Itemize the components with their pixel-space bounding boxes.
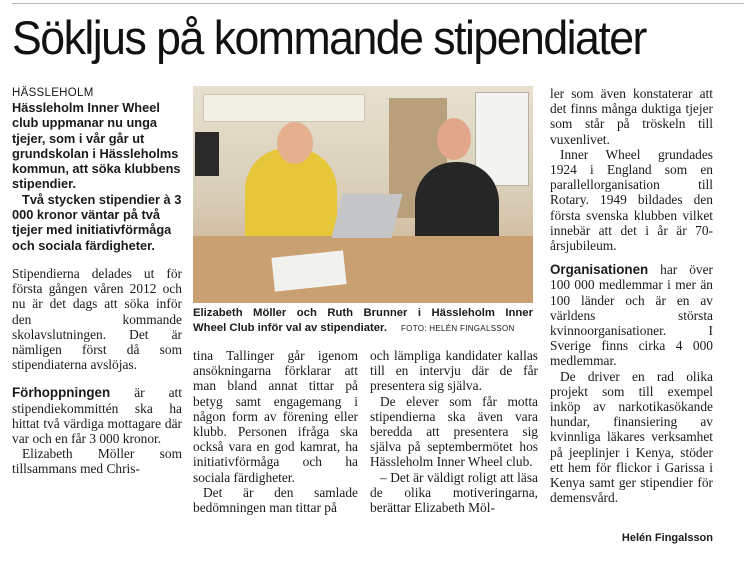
- paragraph-8-text: har över 100 000 medlemmar i mer än 100 länder och är en av världens största kvinnoorganisationer. I Sverige finns cirka 4 000 medlemmar.: [550, 262, 713, 369]
- paragraph-8: [550, 262, 713, 368]
- paragraph-3-continued: tina Tallinger går igenom ansökningarna förklarar att man bland annat tittar på betyg samt engagemang i någon form av förening eller klubb. Personen ifråga ska också vara en god kamrat, ha initiativförmåga och ha sociala färdigheter.: [193, 348, 358, 485]
- ingress-1: Hässleholm Inner Wheel club uppmanar nu unga tjejer, som i vår går ut grundskolan i Hässleholms kommun, att söka klubbens stipendier.: [12, 100, 181, 192]
- caption-line-2: [193, 321, 533, 336]
- paragraph-3-start: Elizabeth Möller som tillsammans med Chris-: [12, 446, 182, 477]
- paragraph-9: De driver en rad olika projekt som till exempel inköp av narkotikasökande hundar, finansiering av kvinnliga läkares verksamhet på jeeplinjer i Kenya, stöder ett hem för flickor i Garissa i Kenya samt ger stipendier för demensvård.: [550, 368, 713, 506]
- paragraph-4-start: Det är den samlade bedömningen man tittar på: [193, 484, 358, 516]
- photo-caption: [193, 306, 533, 336]
- top-rule: [12, 3, 744, 4]
- column-3: [370, 348, 538, 515]
- paragraph-5: De elever som får motta stipendierna ska även vara beredda att presentera sig själva på septembermötet hos Hässleholm Inner Wheel club.: [370, 393, 538, 470]
- paragraph-2-lead: Förhoppningen: [12, 385, 111, 401]
- paragraph-6-start: – Det är väldigt roligt att läsa de olika motiveringarna, berättar Elizabeth Möl-: [370, 469, 538, 516]
- dateline: HÄSSLEHOLM: [12, 87, 94, 99]
- column-4: [550, 86, 713, 505]
- paragraph-8-lead: Organisationen: [550, 262, 649, 278]
- paragraph-2: [12, 385, 182, 446]
- paragraph-7: Inner Wheel grundades 1924 i England som en parallellorganisation till Rotary. 1949 bildades den första svenska klubben vilket innebär att det i år är 70-årsjubileum.: [550, 146, 713, 254]
- column-2: [193, 348, 358, 515]
- paragraph-6-continued: ler som även konstaterar att det finns många duktiga tjejer som står på tröskeln till vuxenlivet.: [550, 86, 713, 147]
- column-1: [12, 86, 182, 477]
- caption-line-2-text: Wheel Club inför val av stipendiater.: [193, 322, 387, 334]
- paragraph-1: Stipendierna delades ut för första gången våren 2012 och nu är det dags att söka inför den kommande skolavslutningen. Det är nämligen först då som stipendiaterna avslöjas.: [12, 265, 182, 373]
- photo-credit: FOTO: HELÉN FINGALSSON: [400, 324, 515, 333]
- paragraph-2-text: är att stipendiekommittén ska ha hittat två värdiga mottagare där var och en får 3 000 kronor.: [12, 385, 182, 446]
- caption-line-1: Elizabeth Möller och Ruth Brunner i Hässleholm Inner: [193, 307, 533, 319]
- byline: Helén Fingalsson: [621, 532, 713, 544]
- headline: Sökljus på kommande stipendiater: [12, 11, 646, 64]
- ingress-2: Två stycken stipendier à 3 000 kronor väntar på två tjejer med initiativförmåga och sociala färdigheter.: [12, 191, 182, 253]
- laptop: [332, 194, 403, 238]
- paragraph-4-continued: och lämpliga kandidater kallas till en intervju där de får presentera sig själva.: [370, 348, 538, 394]
- article-photo: [193, 86, 533, 303]
